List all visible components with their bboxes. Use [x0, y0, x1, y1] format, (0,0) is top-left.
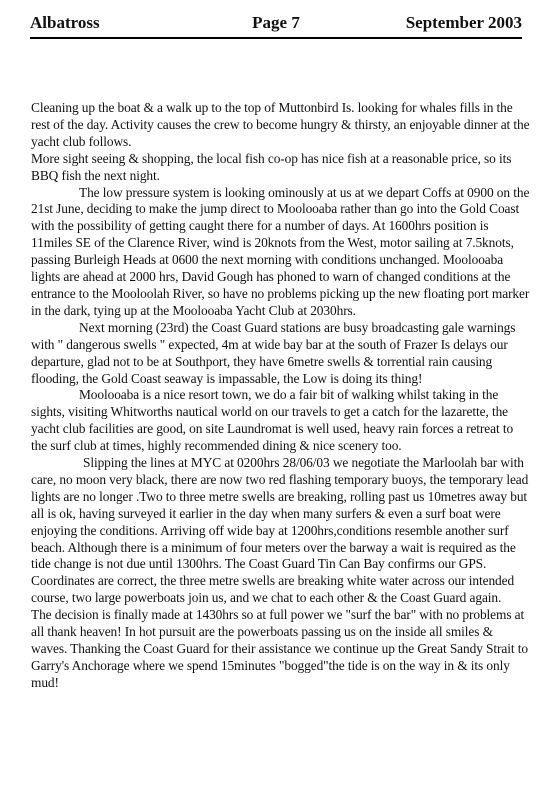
page-number: Page 7 — [252, 13, 300, 32]
issue-date: September 2003 — [405, 13, 522, 32]
article-body — [31, 100, 532, 692]
newsletter-title: Albatross — [30, 13, 100, 32]
paragraph: More sight seeing & shopping, the local fish co-op has nice fish at a reasonable price, so its BBQ fish the next night. — [31, 150, 512, 183]
paragraph: The low pressure system is looking ominously at us at we depart Coffs at 0900 on the 21st June, deciding to make the jump direct to Moolooaba rather than go into the Gold Coast with the possibility of getting caught there for a number of days. At 1600hrs position is 11miles SE of the Clarence River, wind is 20knots from the West, motor sailing at 7.5knots, passing Burleigh Heads at 0600 the next morning with conditions unchanged. Moolooaba lights are ahead at 2000 hrs, David Gough has phoned to warn of changed conditions at the entrance to the Mooloolah River, so have no problems picking up the new floating port marker in the dark, tying up at the Moolooaba Yacht Club at 2030hrs. — [31, 184, 530, 318]
paragraph: Next morning (23rd) the Coast Guard stations are busy broadcasting gale warnings with " dangerous swells " expected, 4m at wide bay bar at the south of Frazer Is delays our departure, glad not to be at Southport, they have 6metre swells & torrential rain causing flooding, the Gold Coast seaway is impassable, the Low is doing its thing! — [31, 319, 516, 386]
paragraph: Moolooaba is a nice resort town, we do a fair bit of walking whilst taking in the sights, visiting Whitworths nautical world on our travels to get a catch for the lazarette, the yacht club facilities are good, on site Laundromat is well used, heavy rain forces a retreat to the surf club at times, highly recommended dining & nice scenery too. — [31, 387, 514, 454]
paragraph: The decision is finally made at 1430hrs so at full power we "surf the bar" with no problems at all thank heaven! In hot pursuit are the powerboats passing us on the inside all smiles & waves. Thanking the Coast Guard for their assistance we continue up the Great Sandy Strait to Garry's Anchorage where we spend 15minutes "bogged"the tide is on the way in & its only mud! — [31, 607, 528, 690]
page-header — [30, 13, 522, 39]
paragraph: Cleaning up the boat & a walk up to the top of Muttonbird Is. looking for whales fills in the rest of the day. Activity causes the crew to become hungry & thirsty, an enjoyable dinner at the yacht club follows. — [31, 100, 530, 149]
paragraph: Slipping the lines at MYC at 0200hrs 28/06/03 we negotiate the Marloolah bar with care, no moon very black, there are now two red flashing temporary buoys, the temporary lead lights are no longer .Two to three metre swells are breaking, rolling past us 10metres away but all is ok, having surveyed it earlier in the day when many surfers & even a surf boat were enjoying the conditions. Arriving off wide bay at 1200hrs,conditions resemble another surf beach. Although there is a minimum of four meters over the barway a wait is required as the tide change is not due until 1300hrs. The Coast Guard Tin Can Bay confirms our GPS. Coordinates are correct, the three metre swells are breaking white water across our intended course, two large powerboats join us, and we chat to each other & the Coast Guard again. — [31, 455, 529, 606]
